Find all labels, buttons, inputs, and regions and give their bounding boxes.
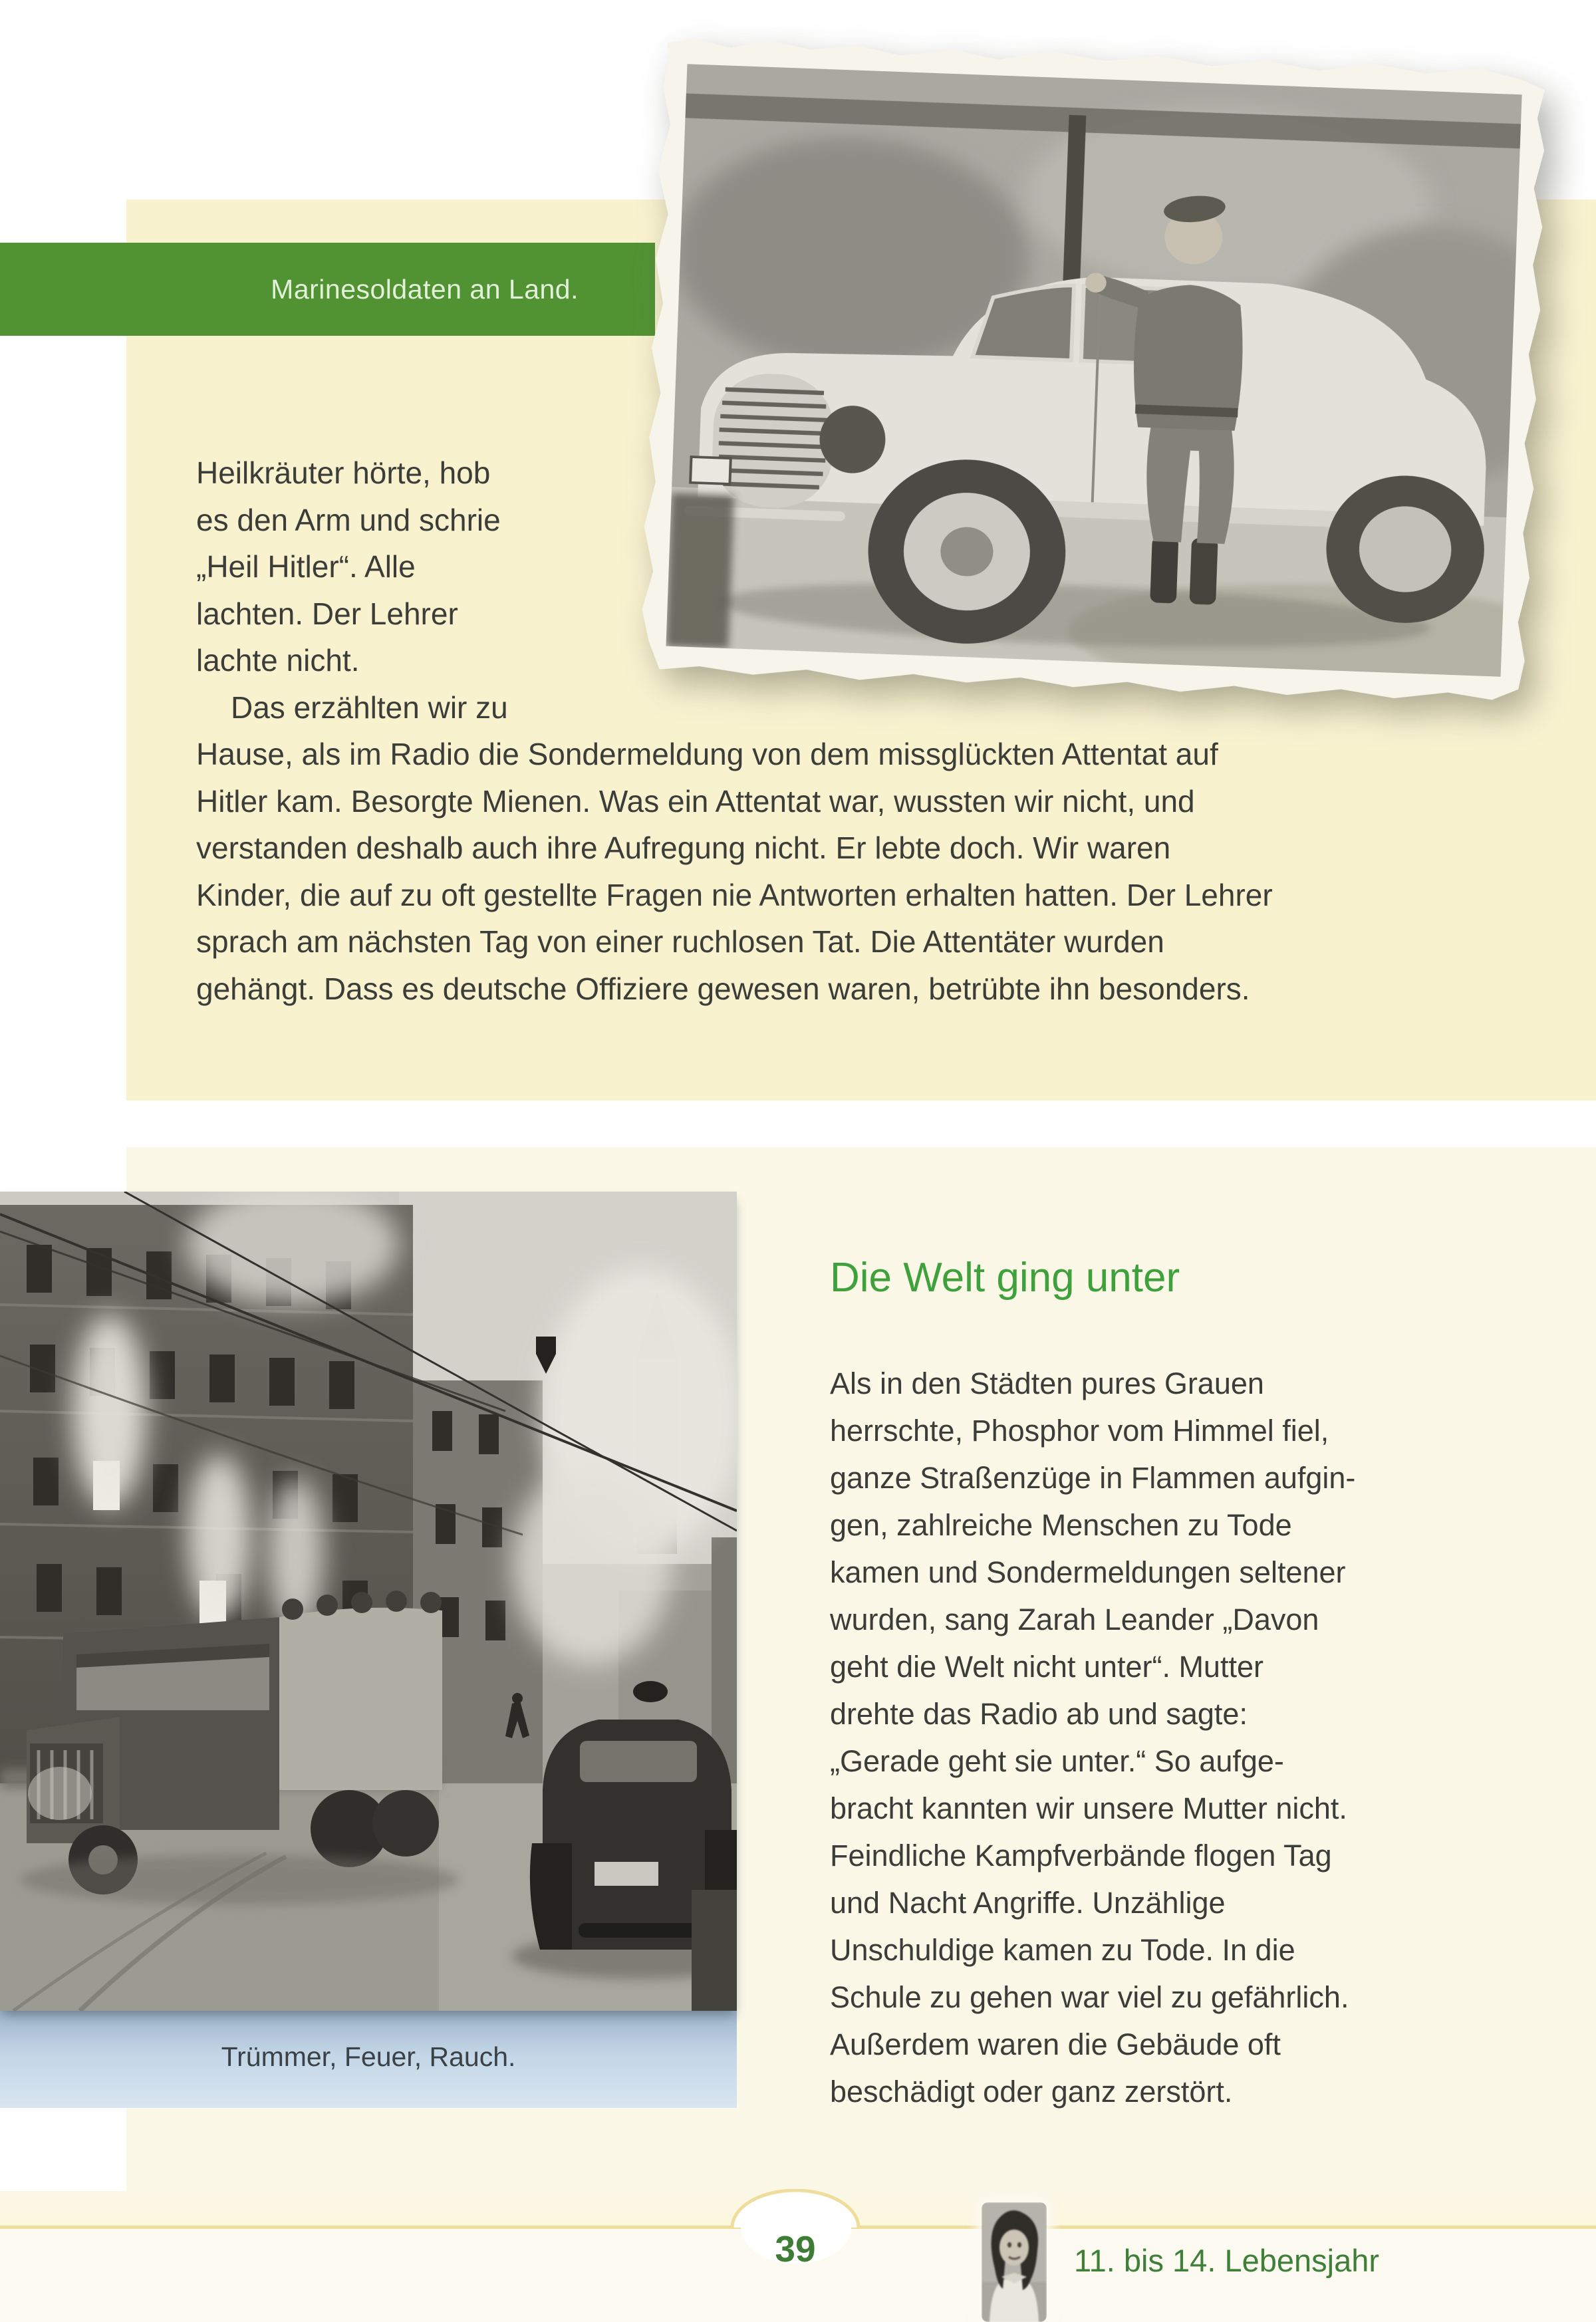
body-line: Als in den Städten pures Grauen xyxy=(830,1366,1264,1400)
body-line: wurden, sang Zarah Leander „Davon xyxy=(830,1603,1319,1636)
body-line: „Gerade geht sie unter.“ So aufge- xyxy=(830,1744,1284,1778)
section-heading: Die Welt ging unter xyxy=(830,1255,1180,1301)
body-line: Schule zu gehen war viel zu gefährlich. xyxy=(830,1980,1349,2014)
photo-caption-band xyxy=(0,2011,737,2108)
body-line: geht die Welt nicht unter“. Mutter xyxy=(830,1650,1264,1684)
memoir-line: „Heil Hitler“. Alle xyxy=(196,549,416,584)
chapter-label: 11. bis 14. Lebensjahr xyxy=(1074,2243,1380,2278)
ruins-caption-label: Trümmer, Feuer, Rauch. xyxy=(221,2041,516,2072)
photo-caption-banner-label: Marinesoldaten an Land. xyxy=(271,273,579,305)
body-line: kamen und Sondermeldungen seltener xyxy=(830,1555,1346,1589)
memoir-line: Hause, als im Radio die Sondermeldung von dem missglückten Attentat auf xyxy=(196,737,1218,771)
memoir-line: Kinder, die auf zu oft gestellte Fragen nie Antworten erhalten hatten. Der Lehrer xyxy=(196,877,1273,912)
page-number: 39 xyxy=(775,2228,816,2269)
body-line: Feindliche Kampfverbände flogen Tag xyxy=(830,1839,1332,1872)
body-line: beschädigt oder ganz zerstört. xyxy=(830,2075,1233,2109)
memoir-line: verstanden deshalb auch ihre Aufregung nicht. Er lebte doch. Wir waren xyxy=(196,831,1171,865)
ruins-photo-image xyxy=(0,1192,737,2011)
girl-photo xyxy=(982,2202,1047,2322)
ruins-photo xyxy=(0,1192,737,2011)
body-line: Unschuldige kamen zu Tode. In die xyxy=(830,1933,1295,1967)
memoir-line: gehängt. Dass es deutsche Offiziere gewesen waren, betrübte ihn besonders. xyxy=(196,971,1250,1006)
photo-caption-banner xyxy=(0,243,655,336)
memoir-line: lachten. Der Lehrer xyxy=(196,596,458,631)
memoir-line: es den Arm und schrie xyxy=(196,502,501,537)
body-line: gen, zahlreiche Menschen zu Tode xyxy=(830,1508,1292,1542)
body-line: bracht kannten wir unsere Mutter nicht. xyxy=(830,1791,1347,1825)
body-line: herrschte, Phosphor vom Himmel fiel, xyxy=(830,1414,1329,1448)
memoir-line: sprach am nächsten Tag von einer ruchlosen Tat. Die Attentäter wurden xyxy=(196,924,1164,959)
section2-paragraph xyxy=(830,1360,1528,2115)
memoir-line: lachte nicht. xyxy=(196,643,360,678)
memoir-line: Das erzählten wir zu xyxy=(231,690,508,725)
body-line: und Nacht Angriffe. Unzählige xyxy=(830,1886,1226,1920)
body-line: Außerdem waren die Gebäude oft xyxy=(830,2027,1281,2061)
body-line: drehte das Radio ab und sagte: xyxy=(830,1697,1248,1731)
memoir-line: Heilkräuter hörte, hob xyxy=(196,455,491,490)
girl-photo-image xyxy=(982,2202,1047,2322)
memoir-line: Hitler kam. Besorgte Mienen. Was ein Attentat war, wussten wir nicht, und xyxy=(196,783,1195,819)
body-line: ganze Straßenzüge in Flammen aufgin- xyxy=(830,1461,1356,1495)
page-number-bump xyxy=(730,2189,861,2228)
memoir-paragraph xyxy=(196,450,1500,1012)
